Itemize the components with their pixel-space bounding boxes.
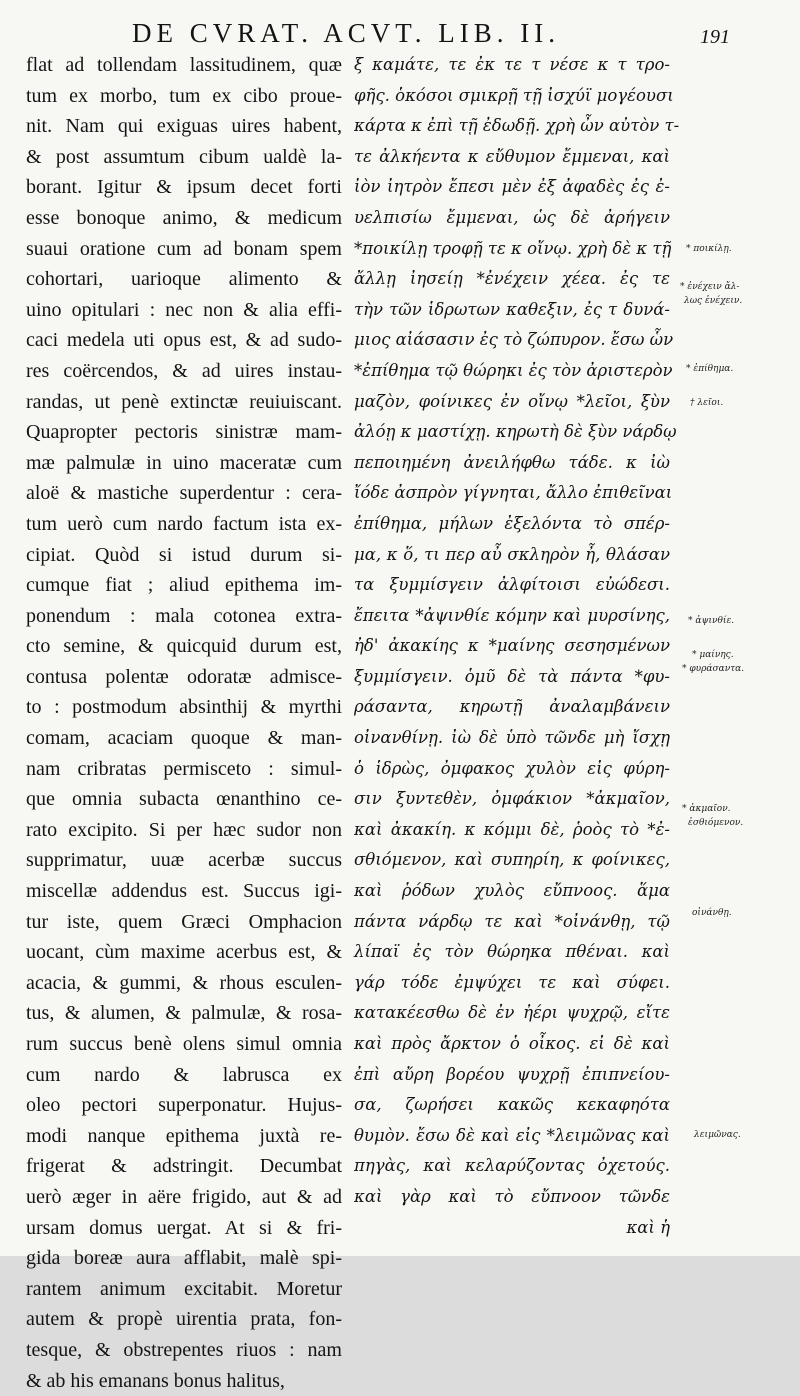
latin-text-line: cto semine, & quicquid durum est,: [26, 635, 342, 658]
latin-text-line: nam cribratas permisceto : simul-: [26, 757, 342, 780]
latin-text-line: esse bonoque animo, & medicum: [26, 206, 342, 229]
greek-text-line: ἴόδε ἀσπρὸν γίγνηται, ἄλλο ἐπιθεῖναι: [354, 483, 673, 503]
latin-text-line: contusa polentæ odoratæ admisce-: [26, 665, 342, 688]
latin-text-line: ponendum : mala cotonea extra-: [26, 604, 342, 627]
page-number: 191: [700, 26, 730, 48]
greek-text-line: *ἐπίθημα τῷ θώρηκι ἐς τὸν ἀριστερὸν: [354, 360, 673, 380]
greek-text-line: φῆς. ὁκόσοι σμικρῇ τῇ ἰσχύϊ μογέουσι: [354, 85, 674, 105]
latin-text-line: cum nardo & labrusca ex: [26, 1063, 342, 1086]
latin-text-line: Quapropter pectoris sinistræ mam-: [26, 421, 342, 444]
greek-text-line: σθιόμενον, καὶ συπηρίη, κ φοίνικες,: [354, 850, 670, 870]
greek-text-line: ὁ ἱδρὼς, ὀμφακος χυλὸν εἰς φύρη-: [354, 758, 670, 778]
greek-text-line: ράσαντα, κηρωτῇ ἀναλαμβάνειν: [354, 697, 670, 717]
latin-text-line: randas, ut penè extinctæ reuiuiscant.: [26, 390, 342, 413]
greek-text-line: καὶ γὰρ καὶ τὸ εὔπνοον τῶνδε: [354, 1186, 670, 1206]
page-header: [0, 14, 800, 54]
greek-text-line: μιος αἰάσασιν ἐς τὸ ζώπυρον. ἔσω ὧν: [354, 330, 674, 350]
greek-text-line: καὶ ἡ: [626, 1217, 670, 1237]
margin-note: οἰνάνθῃ.: [692, 908, 732, 918]
greek-text-line: γάρ τόδε ἐμψύχει τε καὶ σύφει.: [354, 972, 670, 992]
greek-text-line: ἐπὶ αὔρη βορέου ψυχρῇ ἐπιπνείου-: [354, 1064, 670, 1084]
greek-text-line: πεποιημένη ἀνειλήφθω τάδε. κ ἰὼ: [354, 452, 670, 472]
greek-text-line: ἀλόῃ κ μαστίχῃ. κηρωτὴ δὲ ξὺν νάρδῳ: [354, 422, 677, 442]
margin-note: * μαίνης.: [692, 650, 734, 660]
greek-text-line: σιν ξυντεθὲν, ὀμφάκιον *ἀκμαῖον,: [354, 789, 670, 809]
greek-text-line: ξ καμάτε, τε ἐκ τε τ νέσε κ τ τρο-: [354, 55, 670, 74]
latin-text-line: mæ palmulæ in uino maceratæ cum: [26, 451, 342, 474]
latin-text-line: rum succus benè olens simul omnia: [26, 1033, 342, 1055]
greek-text-line: πάντα νάρδῳ τε καὶ *οἰνάνθῃ, τῷ: [354, 911, 670, 931]
margin-note: λως ἐνέχειν.: [684, 296, 743, 306]
latin-text-column: [26, 50, 342, 1396]
latin-text-line: nit. Nam qui exiguas uires habent,: [26, 115, 342, 138]
margin-note: * ποικίλῃ.: [686, 244, 732, 254]
greek-text-line: υελπισίω ἔμμεναι, ὡς δὲ ἀρήγειν: [354, 207, 670, 227]
latin-text-line: tur iste, quem Græci Omphacion: [26, 910, 342, 933]
margin-note: ἐσθιόμενον.: [688, 818, 744, 828]
greek-text-line: λίπαϊ ἐς τὸν θώρηκα πθέναι. καὶ: [354, 942, 670, 962]
greek-text-line: σα, ζωρήσει κακῶς κεκαφηότα: [354, 1095, 670, 1115]
latin-text-line: uocant, cùm maxime acerbus est, &: [26, 941, 342, 964]
running-head: DE CVRAT. ACVT. LIB. II.: [132, 18, 560, 48]
latin-text-line: res coërcendos, & ad uires instau-: [26, 359, 342, 382]
latin-text-line: supprimatur, uuæ acerbæ succus: [26, 849, 342, 872]
latin-text-line: tesque, & obstrepentes riuos : nam: [26, 1338, 342, 1361]
latin-text-line: & ab his emanans bonus halitus,: [26, 1369, 285, 1392]
latin-text-line: tum uerò cum nardo factum ista ex-: [26, 512, 342, 535]
greek-text-line: ἰὸν ἰητρὸν ἔπεσι μὲν ἐξ ἀφαδὲς ἐς ἐ-: [354, 177, 670, 197]
greek-text-line: ἠδ' ἀκακίης κ *μαίνης σεσησμένων: [354, 636, 670, 656]
greek-text-line: καὶ ῥόδων χυλὸς εὔπνοος. ἅμα: [354, 881, 670, 901]
latin-text-line: comam, acaciam quoque & man-: [26, 727, 342, 750]
latin-text-line: uerò æger in aëre frigido, aut & ad: [26, 1185, 342, 1208]
latin-text-line: suaui oratione cum ad bonam spem: [26, 237, 342, 260]
margin-note: * ἐνέχειν ἄλ-: [680, 282, 740, 292]
latin-text-line: tus, & alumen, & palmulæ, & rosa-: [26, 1002, 342, 1025]
margin-note: * ἐπίθημα.: [686, 364, 734, 374]
greek-text-line: καὶ πρὸς ἄρκτον ὁ οἶκος. εἰ δὲ καὶ: [354, 1034, 670, 1053]
latin-text-line: ursam domus uergat. At si & fri-: [26, 1216, 342, 1239]
greek-text-line: πηγὰς, καὶ κελαρύζοντας ὀχετούς.: [354, 1156, 670, 1176]
latin-text-line: modi nanque epithema juxtà re-: [26, 1124, 342, 1147]
greek-text-line: θυμὸν. ἔσω δὲ καὶ εἰς *λειμῶνας καὶ: [354, 1125, 670, 1145]
latin-text-line: flat ad tollendam lassitudinem, quæ: [26, 54, 342, 76]
margin-note: * ἀκμαῖον.: [682, 804, 731, 814]
greek-text-line: μα, κ ὅ, τι περ αὖ σκληρὸν ἦ, θλάσαν: [354, 544, 670, 564]
margin-note: λειμῶνας.: [694, 1130, 741, 1140]
margin-note: † λεῖοι.: [690, 398, 724, 408]
latin-text-line: cipiat. Quòd si istud durum si-: [26, 543, 342, 566]
latin-text-line: tum ex morbo, tum ex cibo proue-: [26, 84, 342, 107]
greek-text-line: τὴν τῶν ἱδρωτων καθεξιν, ἐς τ δυνά-: [354, 299, 670, 319]
greek-text-line: ξυμμίσγειν. ὁμῦ δὲ τὰ πάντα *φυ-: [354, 666, 670, 686]
margin-note: * φυράσαντα.: [682, 664, 745, 674]
latin-text-line: oleo pectori superponatur. Hujus-: [26, 1094, 342, 1117]
latin-text-line: cohortari, uarioque alimento &: [26, 268, 342, 291]
latin-text-line: rantem animum excitabit. Moretur: [26, 1277, 342, 1300]
latin-text-line: borant. Igitur & ipsum decet forti: [26, 176, 342, 199]
greek-text-line: ἔπειτα *ἀψινθίε κόμην καὶ μυρσίνης,: [354, 605, 670, 625]
latin-text-line: rato excipito. Si per hæc sudor non: [26, 818, 342, 841]
latin-text-line: autem & propè uirentia prata, fon-: [26, 1308, 342, 1331]
greek-text-line: καὶ ἀκακίη. κ κόμμι δὲ, ῥοὸς τὸ *ἐ-: [354, 819, 670, 839]
latin-text-line: frigerat & adstringit. Decumbat: [26, 1155, 342, 1178]
greek-text-line: μαζὸν, φοίνικες ἐν οἴνῳ *λεῖοι, ξὺν: [354, 391, 670, 411]
greek-text-line: κάρτα κ ἐπὶ τῇ ἐδωδῇ. χρὴ ὦν αὐτὸν τ-: [354, 116, 680, 136]
latin-text-line: & post assumtum cibum ualdè la-: [26, 145, 342, 168]
greek-text-line: κατακέεσθω δὲ ἐν ἠέρι ψυχρῷ, εἴτε: [354, 1003, 670, 1023]
latin-text-line: que omnia subacta œnanthino ce-: [26, 788, 342, 811]
greek-text-line: ἄλλῃ ἰησείῃ *ἐνέχειν χέεα. ἐς τε: [354, 269, 670, 289]
greek-text-column: [354, 50, 680, 1243]
greek-text-line: ἐπίθημα, μήλων ἐξελόντα τὸ σπέρ-: [354, 513, 670, 533]
latin-text-line: cumque fiat ; aliud epithema im-: [26, 574, 342, 597]
latin-text-line: caci medela uti opus est, & ad sudo-: [26, 329, 342, 352]
latin-text-line: gida boreæ aura afflabit, malè spi-: [26, 1247, 342, 1270]
latin-text-line: miscellæ addendus est. Succus igi-: [26, 880, 342, 903]
greek-text-line: *ποικίλῃ τροφῇ τε κ οἴνῳ. χρὴ δὲ κ τῇ: [354, 238, 672, 258]
greek-text-line: τε ἀλκήεντα κ εὔθυμον ἔμμεναι, καὶ: [354, 146, 670, 166]
latin-text-line: to : postmodum absinthij & myrthi: [26, 696, 342, 719]
latin-text-line: acacia, & gummi, & rhous esculen-: [26, 971, 342, 994]
latin-text-line: aloë & mastiche superdentur : cera-: [26, 482, 342, 505]
margin-note: * ἀψινθίε.: [688, 616, 735, 626]
latin-text-line: uino opitulari : nec non & alia effi-: [26, 298, 342, 321]
greek-text-line: τα ξυμμίσγειν ἀλφίτοισι εὐώδεσι.: [354, 575, 670, 595]
greek-text-line: οἰνανθίνῃ. ἰὼ δὲ ὑπὸ τῶνδε μὴ ἴσχῃ: [354, 728, 670, 748]
